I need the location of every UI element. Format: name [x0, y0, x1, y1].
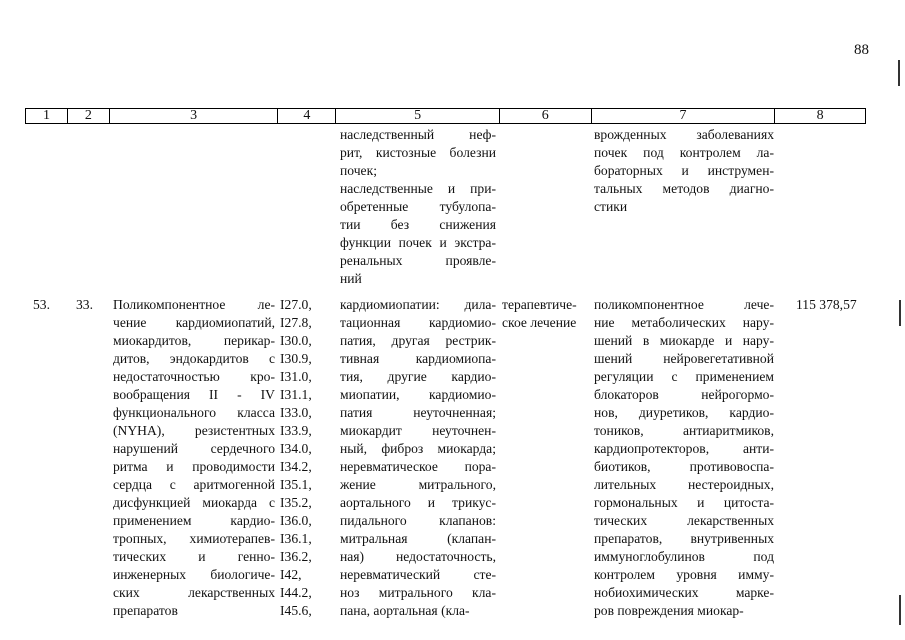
text-line: I31.1,: [280, 387, 312, 402]
text-line: почек под контролем ла-: [594, 145, 774, 160]
scan-edge-mark: [899, 300, 901, 326]
text-line: функции почек и экстра-: [340, 235, 496, 250]
text-line: стики: [594, 199, 628, 214]
text-line: ритма и проводимости: [113, 459, 275, 474]
text-line: ренальных проявле-: [340, 253, 496, 268]
text-line: наследственный неф-: [340, 127, 496, 142]
continued-diagnosis-text: [340, 126, 496, 288]
text-line: функционального класса: [113, 405, 275, 420]
text-line: кардиопротекторов, анти-: [594, 441, 774, 456]
text-line: регуляции с применением: [594, 369, 774, 384]
header-col-8: 8: [816, 108, 824, 123]
text-line: шений нейровегетативной: [594, 351, 774, 366]
cost-value: 115 378,57: [796, 297, 857, 312]
text-line: I35.1,: [280, 477, 312, 492]
text-line: ноз митрального кла-: [340, 585, 496, 600]
row-number: 53.: [33, 297, 50, 312]
text-line: I33.9,: [280, 423, 312, 438]
header-col-5: 5: [336, 109, 500, 123]
text-line: аортального и трикус-: [340, 495, 496, 510]
text-line: тоников, антиаритмиков,: [594, 423, 774, 438]
text-line: I31.0,: [280, 369, 312, 384]
header-col-4: 4: [278, 109, 336, 123]
text-line: ров повреждения миокар-: [594, 603, 744, 618]
header-col-7: 7: [592, 109, 776, 123]
text-line: I27.8,: [280, 315, 312, 330]
text-line: I44.2,: [280, 585, 312, 600]
text-line: рит, кистозные болезни: [340, 145, 496, 160]
text-line: тивная кардиомиопа-: [340, 351, 496, 366]
page-number: 88: [854, 42, 869, 58]
text-line: сердца с аритмогенной: [113, 477, 275, 492]
text-line: кардиомиопатии: дила-: [340, 297, 496, 312]
text-line: I27.0,: [280, 297, 312, 312]
text-line: I35.2,: [280, 495, 312, 510]
text-line: лительных нестероидных,: [594, 477, 774, 492]
text-line: шений в миокарде и нару-: [594, 333, 774, 348]
text-line: терапевтиче-: [502, 297, 577, 312]
continued-treatment-text: [594, 126, 774, 216]
text-line: тии без снижения: [340, 217, 496, 232]
text-line: ское лечение: [502, 315, 577, 330]
header-col-2: 2: [68, 109, 110, 123]
text-line: ние метаболических нару-: [594, 315, 774, 330]
text-line: обретенные тубулопа-: [340, 199, 496, 214]
treatment-method-text: [594, 296, 774, 620]
scan-edge-mark: [898, 60, 900, 86]
text-line: митральная (клапан-: [340, 531, 496, 546]
text-line: нарушений сердечного: [113, 441, 275, 456]
text-line: чение кардиомиопатий,: [113, 315, 275, 330]
header-col-1: 1: [26, 109, 68, 123]
text-line: I34.2,: [280, 459, 312, 474]
text-line: миопатии, кардиомио-: [340, 387, 496, 402]
text-line: I36.1,: [280, 531, 312, 546]
care-type-text: [113, 296, 275, 620]
diagnosis-text: [340, 296, 496, 620]
group-number: 33.: [76, 297, 93, 312]
text-line: иммуноглобулинов под: [594, 549, 774, 564]
scan-edge-mark: [899, 595, 901, 625]
text-line: Поликомпонентное ле-: [113, 297, 275, 312]
text-line: тических лекарственных: [594, 513, 774, 528]
text-line: поликомпонентное лече-: [594, 297, 774, 312]
text-line: (NYHA), резистентных: [113, 423, 275, 438]
text-line: нобиохимических марке-: [594, 585, 774, 600]
text-line: тических и генно-: [113, 549, 275, 564]
text-line: I36.0,: [280, 513, 312, 528]
text-line: ная) недостаточность,: [340, 549, 496, 564]
text-line: блокаторов нейрогормо-: [594, 387, 774, 402]
text-line: жение митрального,: [340, 477, 496, 492]
text-line: I30.0,: [280, 333, 312, 348]
text-line: бораторных и инструмен-: [594, 163, 774, 178]
text-line: нов, диуретиков, кардио-: [594, 405, 774, 420]
text-line: дисфункцией миокарда с: [113, 495, 275, 510]
icd-codes: [280, 296, 330, 620]
text-line: тационная кардиомио-: [340, 315, 496, 330]
text-line: I45.6,: [280, 603, 312, 618]
text-line: I33.0,: [280, 405, 312, 420]
text-line: инженерных биологиче-: [113, 567, 275, 582]
text-line: биотиков, противовоспа-: [594, 459, 774, 474]
text-line: патия, другая рестрик-: [340, 333, 496, 348]
text-line: тия, другие кардио-: [340, 369, 496, 384]
text-line: неревматическое пора-: [340, 459, 496, 474]
text-line: I30.9,: [280, 351, 312, 366]
header-col-6: 6: [500, 109, 592, 123]
text-line: ный, фиброз миокарда;: [340, 441, 496, 456]
text-line: применением кардио-: [113, 513, 275, 528]
treatment-type-text: [502, 296, 594, 332]
text-line: пана, аортальная (кла-: [340, 603, 470, 618]
text-line: I34.0,: [280, 441, 312, 456]
text-line: I36.2,: [280, 549, 312, 564]
text-line: миокардит неуточнен-: [340, 423, 496, 438]
text-line: пидального клапанов:: [340, 513, 496, 528]
text-line: I42,: [280, 567, 302, 582]
text-line: тальных методов диагно-: [594, 181, 774, 196]
text-line: вообращения II - IV: [113, 387, 275, 402]
text-line: патия неуточненная;: [340, 405, 496, 420]
text-line: ний: [340, 271, 362, 286]
text-line: гормональных и цитоста-: [594, 495, 774, 510]
text-line: наследственные и при-: [340, 181, 496, 196]
text-line: тропных, химиотерапев-: [113, 531, 275, 546]
text-line: препаратов: [113, 603, 178, 618]
text-line: неревматический сте-: [340, 567, 496, 582]
text-line: миокардитов, перикар-: [113, 333, 275, 348]
header-col-3: 3: [110, 109, 279, 123]
text-line: почек;: [340, 163, 377, 178]
text-line: контролем уровня имму-: [594, 567, 774, 582]
text-line: недостаточностью кро-: [113, 369, 275, 384]
text-line: дитов, эндокардитов с: [113, 351, 275, 366]
text-line: препаратов, внутривенных: [594, 531, 774, 546]
text-line: ских лекарственных: [113, 585, 275, 600]
text-line: врожденных заболеваниях: [594, 127, 774, 142]
table-header-row: [25, 108, 866, 124]
